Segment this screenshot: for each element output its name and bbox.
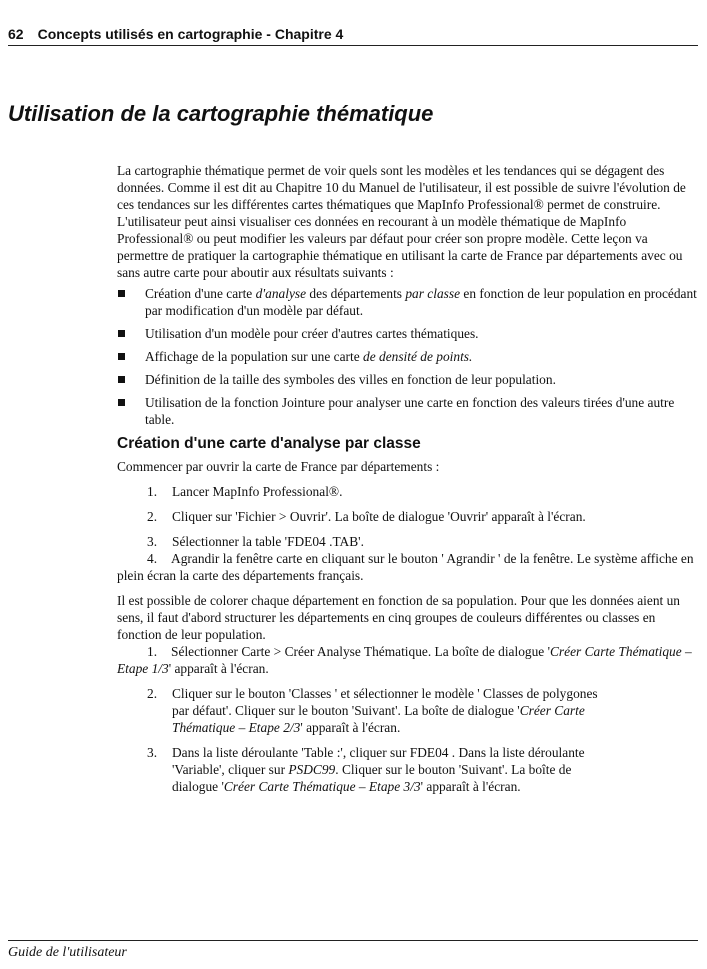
- main-content: [117, 162, 697, 795]
- step-item: 4. Agrandir la fenêtre carte en cliquant sur le bouton ' Agrandir ' de la fenêtre. Le système affiche en plein écran la carte des départements français.: [117, 551, 694, 583]
- list-item: Affichage de la population sur une carte de densité de points.: [117, 348, 697, 365]
- step-item: 1. Sélectionner Carte > Créer Analyse Thématique. La boîte de dialogue 'Créer Carte Thématique – Etape 1/3' apparaît à l'écran.: [117, 644, 692, 676]
- bullet-square-icon: [118, 290, 125, 297]
- step-item: 3. Sélectionner la table 'FDE04 .TAB'.: [147, 534, 364, 549]
- results-list: [117, 285, 697, 428]
- section-intro: Commencer par ouvrir la carte de France par départements :: [117, 459, 440, 474]
- bullet-square-icon: [118, 353, 125, 360]
- list-item: Utilisation de la fonction Jointure pour analyser une carte en fonction des valeurs tirées d'une autre table.: [117, 394, 697, 428]
- running-header: [8, 26, 698, 46]
- step-item: 3. Dans la liste déroulante 'Table :', cliquer sur FDE04 . Dans la liste déroulante 'Variable', cliquer sur PSDC99. Cliquer sur le bouton 'Suivant'. La boîte de dialogue 'Créer Carte Thématique – Etape 3/3' apparaît à l'écran.: [147, 745, 585, 794]
- page-title: Utilisation de la cartographie thématique: [8, 101, 434, 126]
- list-item: Utilisation d'un modèle pour créer d'autres cartes thématiques.: [117, 325, 697, 342]
- bullet-square-icon: [118, 376, 125, 383]
- running-title: Concepts utilisés en cartographie - Chapitre 4: [37, 26, 344, 42]
- intro-paragraph: La cartographie thématique permet de voir quels sont les modèles et les tendances qui se dégagent des données. Comme il est dit au Chapitre 10 du Manuel de l'utilisateur, il est possible de suivre l'évolution de ces tendances sur les différentes cartes thématiques que MapInfo Professional® permet de construire. L'utilisateur peut ainsi visualiser ces données en recourant à un modèle thématique de MapInfo Professional® ou peut modifier les valeurs par défaut pour créer son propre modèle. Cette leçon va permettre de pratiquer la cartographie thématique en utilisant la carte de France par départements avec ou sans autre carte pour aboutir aux résultats suivants :: [117, 163, 686, 280]
- page-footer: Guide de l'utilisateur: [8, 940, 698, 961]
- list-item: Création d'une carte d'analyse des départements par classe en fonction de leur population en procédant par modification d'un modèle par défaut.: [117, 285, 697, 319]
- step-item: 1. Lancer MapInfo Professional®.: [147, 484, 343, 499]
- step-item: 2. Cliquer sur le bouton 'Classes ' et sélectionner le modèle ' Classes de polygones par défaut'. Cliquer sur le bouton 'Suivant'. La boîte de dialogue 'Créer Carte Thématique – Etape 2/3' apparaît à l'écran.: [147, 686, 598, 735]
- section-heading: Création d'une carte d'analyse par classe: [117, 435, 421, 452]
- page-number: 62: [8, 26, 24, 42]
- body-paragraph: Il est possible de colorer chaque département en fonction de sa population. Pour que les données aient un sens, il faut d'abord structurer les départements en cinq groupes de couleurs différentes ou classes en fonction de leur population.: [117, 593, 680, 642]
- bullet-square-icon: [118, 399, 125, 406]
- step-item: 2. Cliquer sur 'Fichier > Ouvrir'. La boîte de dialogue 'Ouvrir' apparaît à l'écran.: [147, 509, 586, 524]
- list-item: Définition de la taille des symboles des villes en fonction de leur population.: [117, 371, 697, 388]
- bullet-square-icon: [118, 330, 125, 337]
